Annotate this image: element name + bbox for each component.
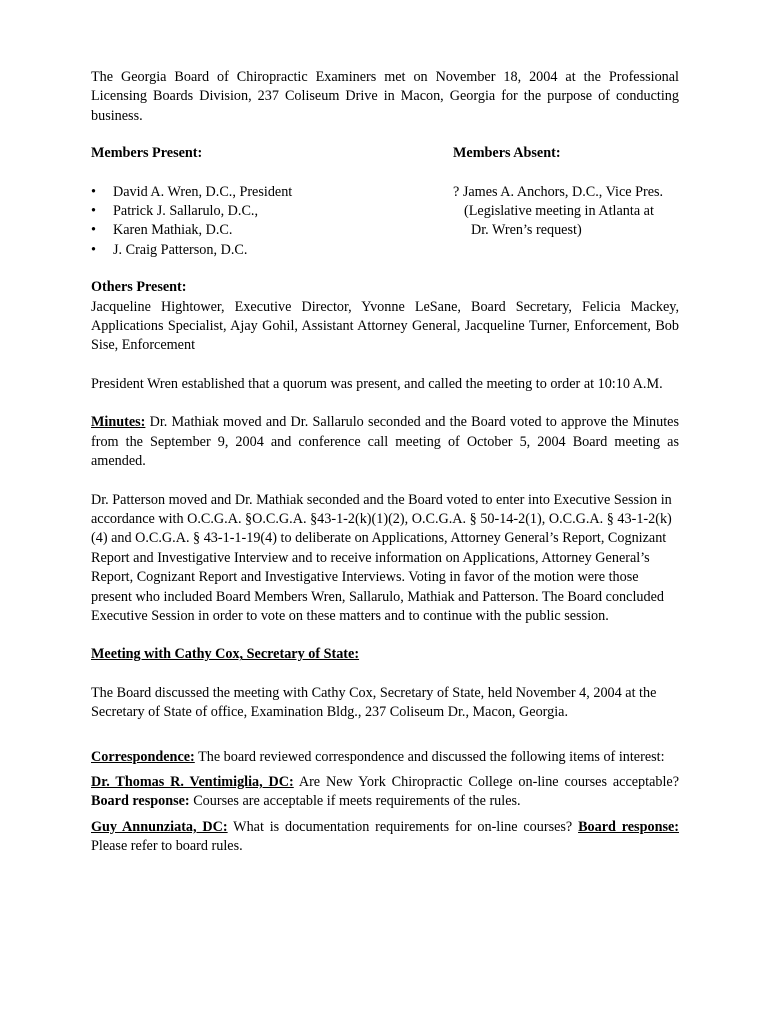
list-item: • Karen Mathiak, D.C. bbox=[91, 221, 453, 240]
members-section bbox=[91, 144, 679, 260]
members-present bbox=[91, 144, 453, 260]
correspondent-name: Guy Annunziata, DC: bbox=[91, 818, 228, 835]
correspondence-question: Are New York Chiropractic College on-line courses acceptable? bbox=[293, 773, 680, 790]
board-response-text: Courses are acceptable if meets requirements of the rules. bbox=[189, 793, 521, 810]
document-page bbox=[91, 68, 679, 857]
minutes-paragraph bbox=[91, 413, 679, 471]
list-item: • J. Craig Patterson, D.C. bbox=[91, 241, 453, 260]
minutes-text: Dr. Mathiak moved and Dr. Sallarulo seconded and the Board voted to approve the Minutes from the September 9, 2004 and conference call meeting of October 5, 2004 Board meeting as amended. bbox=[91, 414, 679, 470]
correspondence-text: The board reviewed correspondence and discussed the following items of interest: bbox=[194, 748, 665, 765]
board-response-label: Board response: bbox=[578, 818, 679, 835]
minutes-label: Minutes: bbox=[91, 414, 146, 431]
absent-member: ? James A. Anchors, D.C., Vice Pres. bbox=[453, 183, 664, 200]
others-present-heading: Others Present: bbox=[91, 279, 187, 296]
intro-paragraph: The Georgia Board of Chiropractic Examiners met on November 18, 2004 at the Professional Licensing Boards Division, 237 Coliseum Drive in Macon, Georgia for the purpose of conducting business. bbox=[91, 69, 679, 124]
board-response-label: Board response: bbox=[91, 793, 190, 810]
list-item: • David A. Wren, D.C., President bbox=[91, 183, 453, 202]
cox-meeting-text: The Board discussed the meeting with Cathy Cox, Secretary of State, held November 4, 2004 at the Secretary of State of office, Examination Bldg., 237 Coliseum Dr., Macon, Georgia. bbox=[91, 684, 657, 721]
correspondence-item bbox=[91, 818, 679, 857]
board-response-text: Please refer to board rules. bbox=[91, 838, 243, 855]
quorum-paragraph: President Wren established that a quorum was present, and called the meeting to order at 10:10 A.M. bbox=[91, 375, 663, 392]
others-present bbox=[91, 278, 679, 356]
correspondence-label: Correspondence: bbox=[91, 748, 195, 765]
others-present-text: Jacqueline Hightower, Executive Director, Yvonne LeSane, Board Secretary, Felicia Mackey, Applications Specialist, Ajay Gohil, Assistant Attorney General, Jacqueline Turner, Enforcement, Bob Sise, Enforcement bbox=[91, 298, 679, 354]
correspondence-item bbox=[91, 773, 679, 812]
members-absent-heading: Members Absent: bbox=[453, 145, 561, 162]
members-absent bbox=[453, 144, 679, 260]
absent-reason: (Legislative meeting in Atlanta at bbox=[464, 203, 654, 220]
members-present-heading: Members Present: bbox=[91, 145, 203, 162]
absent-reason-cont: Dr. Wren’s request) bbox=[471, 222, 582, 239]
correspondence-question: What is documentation requirements for on-line courses? bbox=[227, 818, 579, 835]
members-present-list bbox=[91, 183, 453, 261]
executive-session-paragraph: Dr. Patterson moved and Dr. Mathiak seconded and the Board voted to enter into Executive Session in accordance with O.C.G.A. §O.C.G.A. §43-1-2(k)(1)(2), O.C.G.A. § 50-14-2(1), O.C.G.A. § 43-1-2(k)(4) and O.C.G.A. § 43-1-1-19(4) to deliberate on Applications, Attorney General’s Report, Cognizant Report and Investigative Interview and to receive information on Applications, Attorney General’s Report, Cognizant Report and Investigative Interviews. Voting in favor of the motion were those present who included Board Members Wren, Sallarulo, Mathiak and Patterson. The Board concluded Executive Session in order to vote on these matters and to continue with the public session. bbox=[91, 491, 672, 624]
correspondence-paragraph bbox=[91, 748, 679, 767]
cox-meeting-heading: Meeting with Cathy Cox, Secretary of State: bbox=[91, 646, 360, 663]
correspondent-name: Dr. Thomas R. Ventimiglia, DC: bbox=[91, 773, 294, 790]
list-item: • Patrick J. Sallarulo, D.C., bbox=[91, 202, 453, 221]
